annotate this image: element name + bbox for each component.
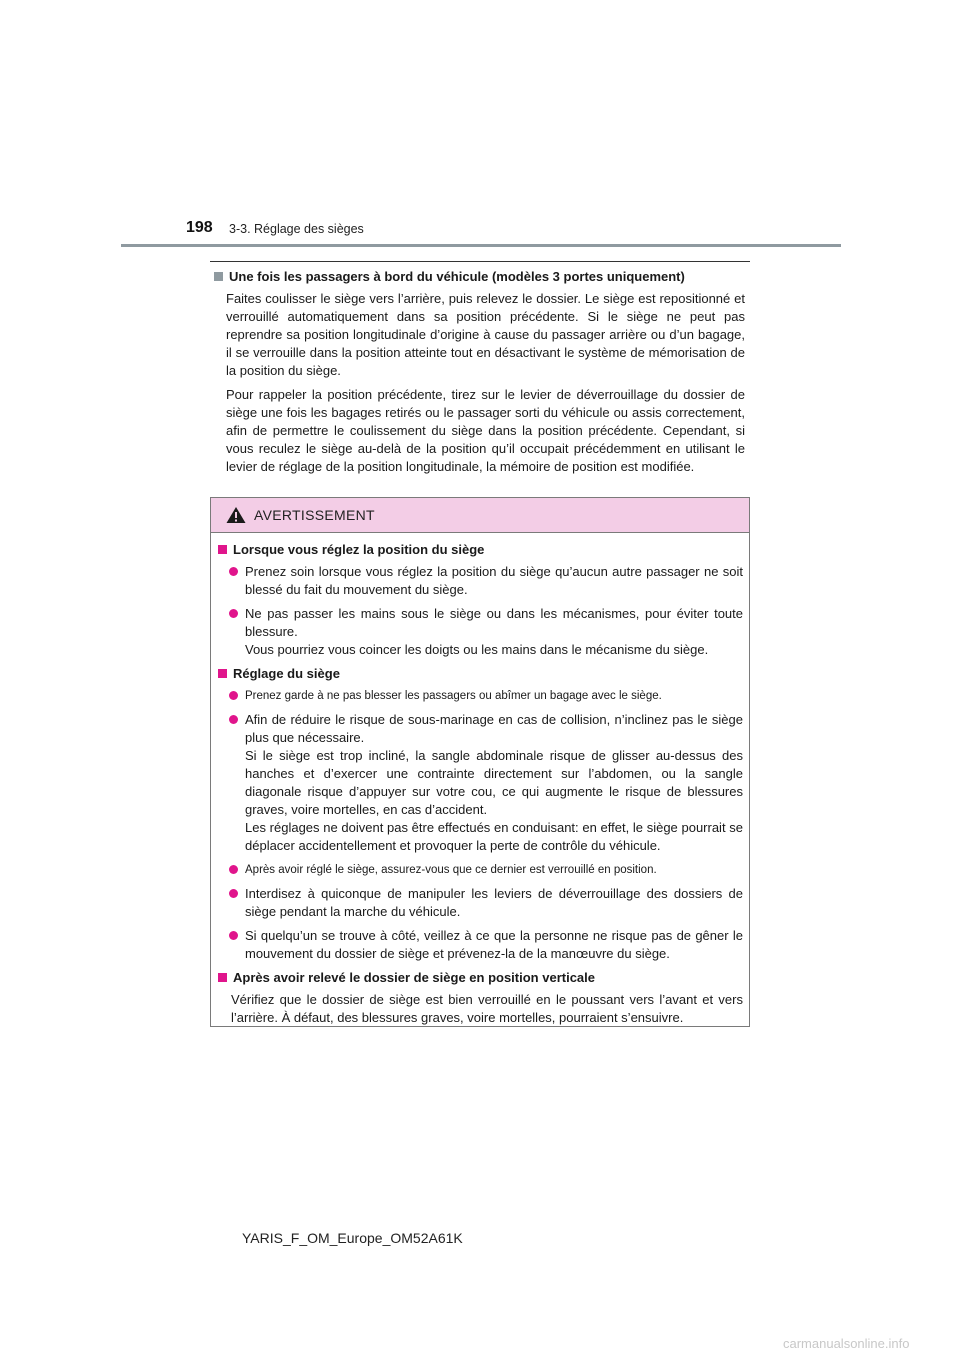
warning-bullet-text: Ne pas passer les mains sous le siège ou dans les mécanismes, pour éviter toute blessure. Vous pourriez vous coincer les doigts ou les mains dans le mécanisme du siège. (245, 606, 743, 657)
warning-subheading-text: Après avoir relevé le dossier de siège en position verticale (233, 970, 595, 985)
intro-paragraph: Pour rappeler la position précédente, tirez sur le levier de déverrouillage du dossier de siège une fois les bagages retirés ou le passager sorti du véhicule ou assis correctement, afin de permettre le coulissement du siège dans la position précédente. Cependant, si vous reculez le siège au-delà de la position qu’il occupait précédemment en utilisant le levier de réglage de la position longitudinale, la mémoire de position est modifiée. (226, 387, 745, 474)
warning-bullet-text: Prenez soin lorsque vous réglez la position du siège qu’aucun autre passager ne soit blessé du fait du mouvement du siège. (245, 564, 743, 597)
warning-bullet (225, 605, 743, 659)
warning-header (211, 498, 749, 533)
warning-paragraph: Vérifiez que le dossier de siège est bien verrouillé en le poussant vers l’avant et vers l’arrière. À défaut, des blessures graves, voire mortelles, pourraient s’ensuivre. (231, 992, 743, 1025)
header-rule (121, 244, 841, 247)
square-bullet-icon (214, 272, 223, 281)
warning-subheading-text: Lorsque vous réglez la position du siège (233, 542, 485, 557)
warning-bullet (225, 563, 743, 599)
footer-doc-code: YARIS_F_OM_Europe_OM52A61K (242, 1230, 463, 1246)
warning-subheading-text: Réglage du siège (233, 666, 340, 681)
round-bullet-icon (229, 715, 238, 724)
warning-bullet-text: Afin de réduire le risque de sous-marinage en cas de collision, n’inclinez pas le siège plus que nécessaire. Si le siège est trop incliné, la sangle abdominale risque de glisser au-dessus des hanches et d’exercer une contrainte directement sur l’abdomen, ou la sangle diagonale risque d’appuyer sur votre cou, ce qui augmente le risque de blessures graves, voire mortelles, en cas d’accident. Les réglages ne doivent pas être effectués en conduisant: en effet, le siège pourrait se déplacer accidentellement et provoquer la perte de contrôle du véhicule. (245, 712, 743, 853)
page-number: 198 (186, 219, 213, 236)
warning-bullet-text: Interdisez à quiconque de manipuler les leviers de déverrouillage des dossiers de siège pendant la marche du véhicule. (245, 886, 743, 919)
warning-bullet-text: Si quelqu’un se trouve à côté, veillez à ce que la personne ne risque pas de gêner le mouvement du dossier de siège et prévenez-la de la manœuvre du siège. (245, 928, 743, 961)
section-title: 3-3. Réglage des sièges (229, 222, 364, 236)
round-bullet-icon (229, 691, 238, 700)
watermark: carmanualsonline.info (783, 1336, 910, 1351)
intro-heading-text: Une fois les passagers à bord du véhicule (modèles 3 portes uniquement) (229, 269, 685, 284)
warning-bullet (225, 687, 743, 705)
warning-bullet (225, 861, 743, 879)
round-bullet-icon (229, 889, 238, 898)
square-bullet-icon (218, 669, 227, 678)
intro-paragraph: Faites coulisser le siège vers l’arrière, puis relevez le dossier. Le siège est repositionné et verrouillé automatiquement dans sa position précédente. Si le siège ne peut pas reprendre sa position longitudinale d’origine à cause du passager arrière ou d’un bagage, il se verrouille dans la position atteinte tout en désactivant le système de mémorisation de la position du siège. (226, 291, 745, 378)
warning-box (210, 497, 750, 1027)
square-bullet-icon (218, 545, 227, 554)
warning-title: AVERTISSEMENT (254, 507, 375, 523)
content-divider (210, 261, 750, 262)
intro-heading (210, 268, 745, 286)
warning-subheading (213, 541, 743, 559)
round-bullet-icon (229, 865, 238, 874)
warning-body (211, 533, 749, 1027)
square-bullet-icon (218, 973, 227, 982)
warning-subheading (213, 665, 743, 683)
warning-bullet (225, 711, 743, 855)
round-bullet-icon (229, 931, 238, 940)
intro-section (210, 268, 745, 482)
warning-bullet (225, 885, 743, 921)
round-bullet-icon (229, 567, 238, 576)
warning-bullet (225, 927, 743, 963)
round-bullet-icon (229, 609, 238, 618)
warning-bullet-text: Prenez garde à ne pas blesser les passagers ou abîmer un bagage avec le siège. (245, 690, 662, 702)
warning-subheading (213, 969, 743, 987)
warning-triangle-icon (226, 506, 246, 524)
warning-bullet-text: Après avoir réglé le siège, assurez-vous que ce dernier est verrouillé en position. (245, 864, 657, 876)
